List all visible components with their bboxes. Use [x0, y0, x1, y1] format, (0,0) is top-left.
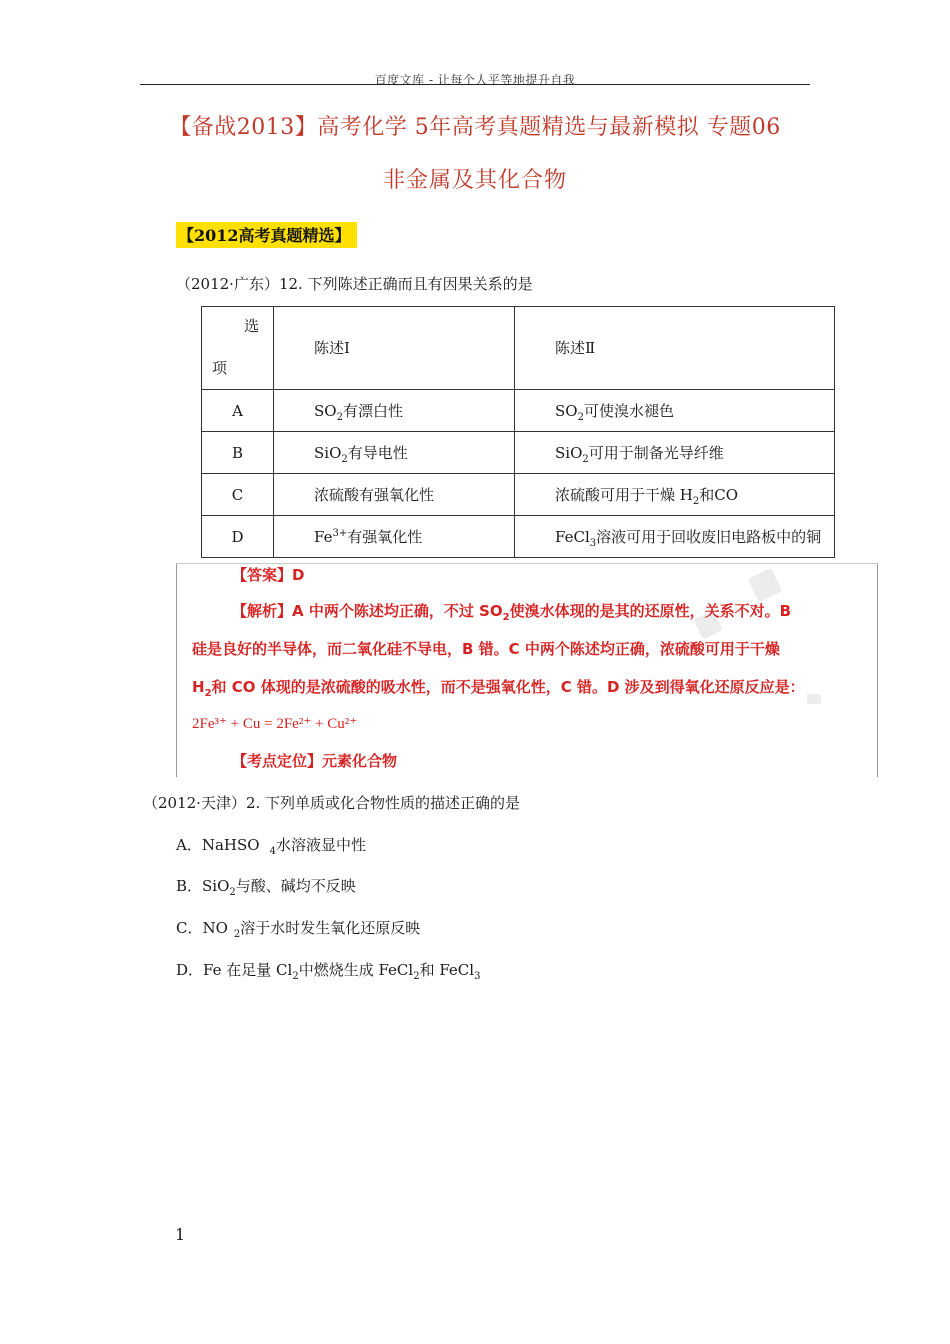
statement-1-header: 陈述Ⅰ	[274, 307, 515, 390]
doc-title-line2: 非金属及其化合物	[382, 168, 567, 193]
explanation-line-2: 硅是良好的半导体，而二氧化硅不导电，B 错。C 中两个陈述均正确，浓硫酸可用于干燥	[192, 640, 780, 658]
option-d: D．Fe 在足量 $Cl_2$中燃烧生成 FeCl$_2$和 FeCl$_3$	[176, 961, 481, 982]
table-row: A $SO_2$有漂白性 $SO_2$可使溴水褪色	[202, 390, 835, 432]
question-2-stem: （2012·天津）2. 下列单质或化合物性质的描述正确的是	[143, 794, 521, 812]
table-row: D $Fe^{3+}$有强氧化性 FeCl$_3$溶液可用于回收废旧电路板中的铜	[202, 516, 835, 558]
key-point-label: 【考点定位】元素化合物	[232, 752, 398, 770]
statement-2-header: 陈述Ⅱ	[515, 307, 835, 390]
option-c: C．NO $_2$溶于水时发生氧化还原反映	[176, 919, 421, 940]
question-1-table	[201, 306, 835, 558]
reaction-equation: 2Fe³⁺ + Cu = 2Fe²⁺ + Cu²⁺	[192, 716, 358, 732]
table-header-row	[202, 307, 835, 390]
option-b: B．SiO$_2$与酸、碱均不反映	[176, 877, 356, 898]
explanation-line-1: 【解析】A 中两个陈述均正确，不过 $SO_2$使溴水体现的是其的还原性，关系不对。B	[232, 602, 792, 623]
section-label: 【2012高考真题精选】	[176, 222, 357, 248]
option-a: A．NaHSO $_4$水溶液显中性	[176, 836, 366, 857]
explanation-line-3: $H_2$和 CO 体现的是浓硫酸的吸水性，而不是强氧化性，C 错。D 涉及到得氧化还原反应是：	[192, 678, 805, 699]
question-1-stem: （2012·广东）12. 下列陈述正确而且有因果关系的是	[176, 275, 533, 293]
table-row: C 浓硫酸有强氧化性 浓硫酸可用于干燥 $H_2$和CO	[202, 474, 835, 516]
page-header: 百度文库 - 让每个人平等地提升自我	[374, 73, 576, 87]
table-row: B SiO$_2$有导电性 SiO$_2$可用于制备光导纤维	[202, 432, 835, 474]
page-number: 1	[175, 1225, 186, 1244]
answer-label: 【答案】D	[232, 566, 305, 584]
doc-title-line1: 【备战2013】高考化学 5年高考真题精选与最新模拟 专题06	[169, 115, 781, 140]
option-header: 选 项	[212, 317, 260, 377]
answer-box	[176, 563, 878, 777]
header-divider	[140, 84, 810, 85]
